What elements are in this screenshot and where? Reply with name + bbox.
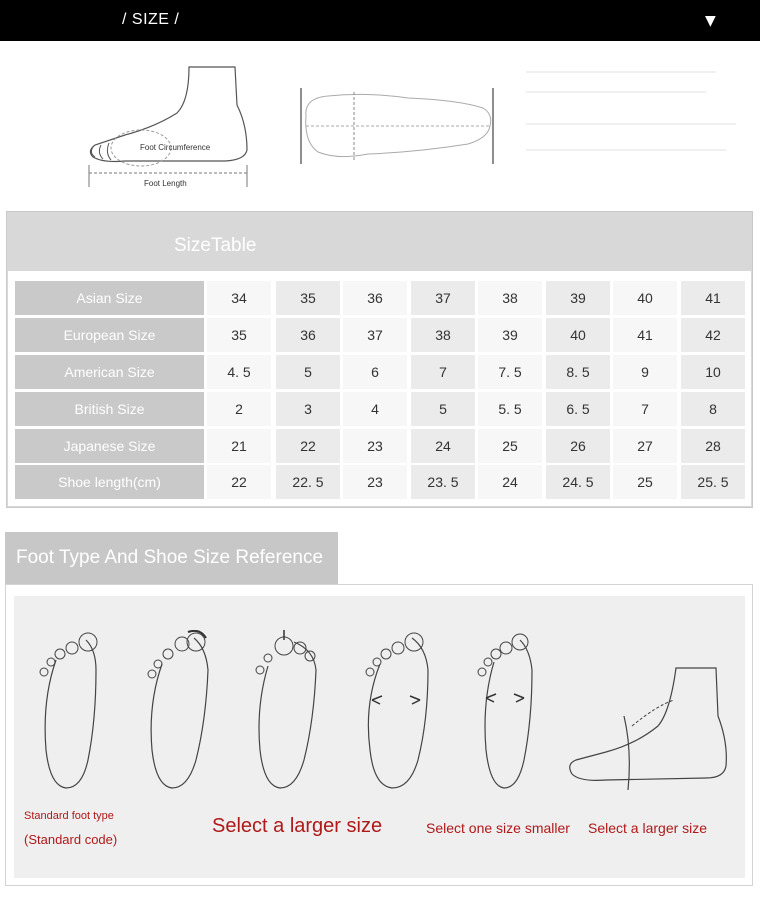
size-cell: 24. 5 bbox=[546, 465, 610, 499]
size-cell: 22 bbox=[276, 429, 340, 463]
size-cell: 26 bbox=[546, 429, 610, 463]
size-cell: 38 bbox=[411, 318, 475, 352]
foot-egyptian-icon bbox=[254, 630, 324, 790]
size-cell: 10 bbox=[681, 355, 745, 389]
size-cell: 40 bbox=[613, 281, 677, 315]
section-title: / SIZE / bbox=[122, 11, 180, 28]
size-cell: 8 bbox=[681, 392, 745, 426]
size-cell: 37 bbox=[343, 318, 407, 352]
size-cell: 38 bbox=[478, 281, 542, 315]
size-cell: 24 bbox=[411, 429, 475, 463]
foot-wide-icon bbox=[362, 630, 437, 790]
size-row-label: Asian Size bbox=[15, 281, 204, 315]
size-cell: 23. 5 bbox=[411, 465, 475, 499]
size-cell: 6 bbox=[343, 355, 407, 389]
size-cell: 22 bbox=[207, 465, 271, 499]
size-cell: 5 bbox=[276, 355, 340, 389]
size-cell: 37 bbox=[411, 281, 475, 315]
foot-top-diagram bbox=[298, 86, 498, 166]
faint-text-line bbox=[526, 71, 716, 73]
size-cell: 3 bbox=[276, 392, 340, 426]
size-row-label: British Size bbox=[15, 392, 204, 426]
foot-side-diagram bbox=[85, 65, 255, 195]
size-row-label: Shoe length(cm) bbox=[15, 465, 204, 499]
faint-text-line bbox=[526, 91, 706, 93]
size-table-title: SizeTable bbox=[174, 235, 257, 256]
size-cell: 4. 5 bbox=[207, 355, 271, 389]
triangle-down-icon[interactable]: ▼ bbox=[705, 13, 716, 29]
faint-text-line bbox=[526, 123, 736, 125]
size-cell: 36 bbox=[276, 318, 340, 352]
size-cell: 39 bbox=[478, 318, 542, 352]
size-cell: 36 bbox=[343, 281, 407, 315]
size-cell: 25 bbox=[478, 429, 542, 463]
size-cell: 39 bbox=[546, 281, 610, 315]
size-cell: 25 bbox=[613, 465, 677, 499]
size-cell: 7. 5 bbox=[478, 355, 542, 389]
standard-code-label: (Standard code) bbox=[24, 832, 118, 847]
size-cell: 23 bbox=[343, 429, 407, 463]
size-cell: 34 bbox=[207, 281, 271, 315]
foot-narrow-icon bbox=[474, 630, 544, 790]
foot-length-label: Foot Length bbox=[144, 179, 187, 188]
size-cell: 5 bbox=[411, 392, 475, 426]
size-cell: 41 bbox=[681, 281, 745, 315]
size-cell: 35 bbox=[276, 281, 340, 315]
size-cell: 28 bbox=[681, 429, 745, 463]
size-cell: 22. 5 bbox=[276, 465, 340, 499]
size-row-label: Japanese Size bbox=[15, 429, 204, 463]
size-cell: 23 bbox=[343, 465, 407, 499]
size-cell: 35 bbox=[207, 318, 271, 352]
foot-greek-icon bbox=[144, 630, 214, 790]
size-row-label: American Size bbox=[15, 355, 204, 389]
size-cell: 7 bbox=[411, 355, 475, 389]
size-table-header bbox=[7, 212, 752, 270]
foot-standard-icon bbox=[36, 630, 106, 790]
select-one-size-smaller-label: Select one size smaller bbox=[426, 820, 570, 836]
size-cell: 6. 5 bbox=[546, 392, 610, 426]
top-bar bbox=[0, 0, 760, 41]
foot-high-arch-icon bbox=[566, 666, 736, 796]
size-cell: 42 bbox=[681, 318, 745, 352]
size-cell: 25. 5 bbox=[681, 465, 745, 499]
size-cell: 21 bbox=[207, 429, 271, 463]
foot-circumference-label: Foot Circumference bbox=[140, 143, 211, 152]
select-larger-size-label: Select a larger size bbox=[212, 815, 383, 837]
size-cell: 24 bbox=[478, 465, 542, 499]
size-cell: 41 bbox=[613, 318, 677, 352]
reference-title: Foot Type And Shoe Size Reference bbox=[16, 547, 324, 568]
size-cell: 7 bbox=[613, 392, 677, 426]
size-cell: 8. 5 bbox=[546, 355, 610, 389]
size-cell: 27 bbox=[613, 429, 677, 463]
size-cell: 40 bbox=[546, 318, 610, 352]
size-cell: 5. 5 bbox=[478, 392, 542, 426]
standard-foot-type-label: Standard foot type bbox=[24, 810, 114, 822]
size-cell: 2 bbox=[207, 392, 271, 426]
select-larger-size-small-label: Select a larger size bbox=[588, 820, 708, 836]
size-cell: 9 bbox=[613, 355, 677, 389]
faint-text-line bbox=[526, 149, 726, 151]
size-cell: 4 bbox=[343, 392, 407, 426]
size-table bbox=[6, 211, 753, 508]
size-row-label: European Size bbox=[15, 318, 204, 352]
measurement-section bbox=[0, 41, 760, 211]
